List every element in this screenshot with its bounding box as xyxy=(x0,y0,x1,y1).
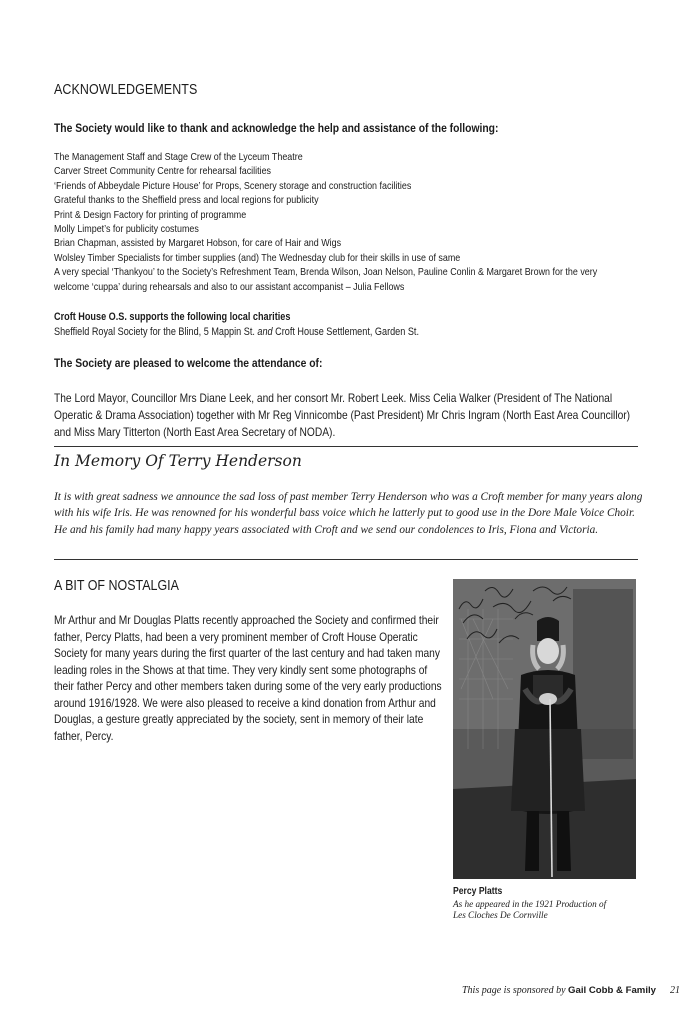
section-divider xyxy=(54,559,638,560)
acknowledgement-item: Wolsley Timber Specialists for timber supplies (and) The Wednesday club for their skills in use of same xyxy=(54,252,461,264)
acknowledgement-item: welcome ‘cuppa’ during rehearsals and also to our assistant accompanist – Julia Fellows xyxy=(54,281,405,293)
charities-heading: Croft House O.S. supports the following local charities xyxy=(54,311,291,323)
acknowledgement-item: ‘Friends of Abbeydale Picture House’ for Props, Scenery storage and construction facilities xyxy=(54,180,412,192)
acknowledgements-intro: The Society would like to thank and acknowledge the help and assistance of the following: xyxy=(54,121,499,135)
charities-text-part: Sheffield Royal Society for the Blind, 5 Mappin St. xyxy=(54,326,258,338)
section-divider xyxy=(54,446,638,447)
charities-text xyxy=(54,326,419,338)
acknowledgement-item: Grateful thanks to the Sheffield press and local regions for publicity xyxy=(54,195,319,207)
photo-caption-line: As he appeared in the 1921 Production of xyxy=(453,899,607,909)
photo-caption-line: Les Cloches De Cornville xyxy=(453,910,548,920)
welcome-heading: The Society are pleased to welcome the attendance of: xyxy=(54,356,323,370)
page-number: 21 xyxy=(670,985,680,996)
acknowledgement-item: The Management Staff and Stage Crew of the Lyceum Theatre xyxy=(54,152,303,163)
acknowledgements-list xyxy=(54,151,690,295)
percy-platts-photo xyxy=(453,579,636,879)
sponsor-name: Gail Cobb & Family xyxy=(568,985,656,996)
memory-heading: In Memory Of Terry Henderson xyxy=(54,452,302,470)
nostalgia-text: Mr Arthur and Mr Douglas Platts recently approached the Society and confirmed their father, Percy Platts, had been a very prominent member of Croft House Operatic Society for many years during the first quarter of the last century and had taken many leading roles in the Shows at that time. They very kindly sent some photographs of their father Percy and other members taken during some of the very early productions around 1916/1928. We were also pleased to receive a kind donation from Arthur and Douglas, a gesture greatly appreciated by the society, sent in memory of their late father, Percy. xyxy=(54,613,442,743)
welcome-text: The Lord Mayor, Councillor Mrs Diane Leek, and her consort Mr. Robert Leek. Miss Celia Walker (President of The National Operatic & Drama Association) together with Mr Reg Vinnicombe (Past President) Mr Chris Ingram (North East Area Councillor) and Miss Mary Titterton (North East Area Secretary of NODA). xyxy=(54,391,631,439)
charities-text-italic: and xyxy=(257,326,273,338)
acknowledgements-heading: ACKNOWLEDGEMENTS xyxy=(54,82,198,98)
sponsor-line xyxy=(462,985,656,996)
photo-caption-name: Percy Platts xyxy=(453,886,503,897)
sponsor-prefix: This page is sponsored by xyxy=(462,985,569,996)
memory-text: It is with great sadness we announce the sad loss of past member Terry Henderson who was a Croft member for many years along with his wife Iris. He was renowned for his wonderful bass voice which he latterly put to good use in the Dore Male Voice Choir. He and his family had many happy years associated with Croft and we send our condolences to Iris, Fiona and Victoria. xyxy=(54,491,643,536)
nostalgia-heading: A BIT OF NOSTALGIA xyxy=(54,578,179,594)
acknowledgement-item: Brian Chapman, assisted by Margaret Hobson, for care of Hair and Wigs xyxy=(54,238,342,250)
acknowledgement-item: A very special ‘Thankyou’ to the Society’s Refreshment Team, Brenda Wilson, Joan Nelson, Pauline Conlin & Margaret Brown for the very xyxy=(54,267,598,279)
acknowledgement-item: Carver Street Community Centre for rehearsal facilities xyxy=(54,166,272,178)
acknowledgement-item: Print & Design Factory for printing of programme xyxy=(54,209,247,221)
acknowledgement-item: Molly Limpet’s for publicity costumes xyxy=(54,224,199,236)
charities-text-part: Croft House Settlement, Garden St. xyxy=(272,326,419,338)
